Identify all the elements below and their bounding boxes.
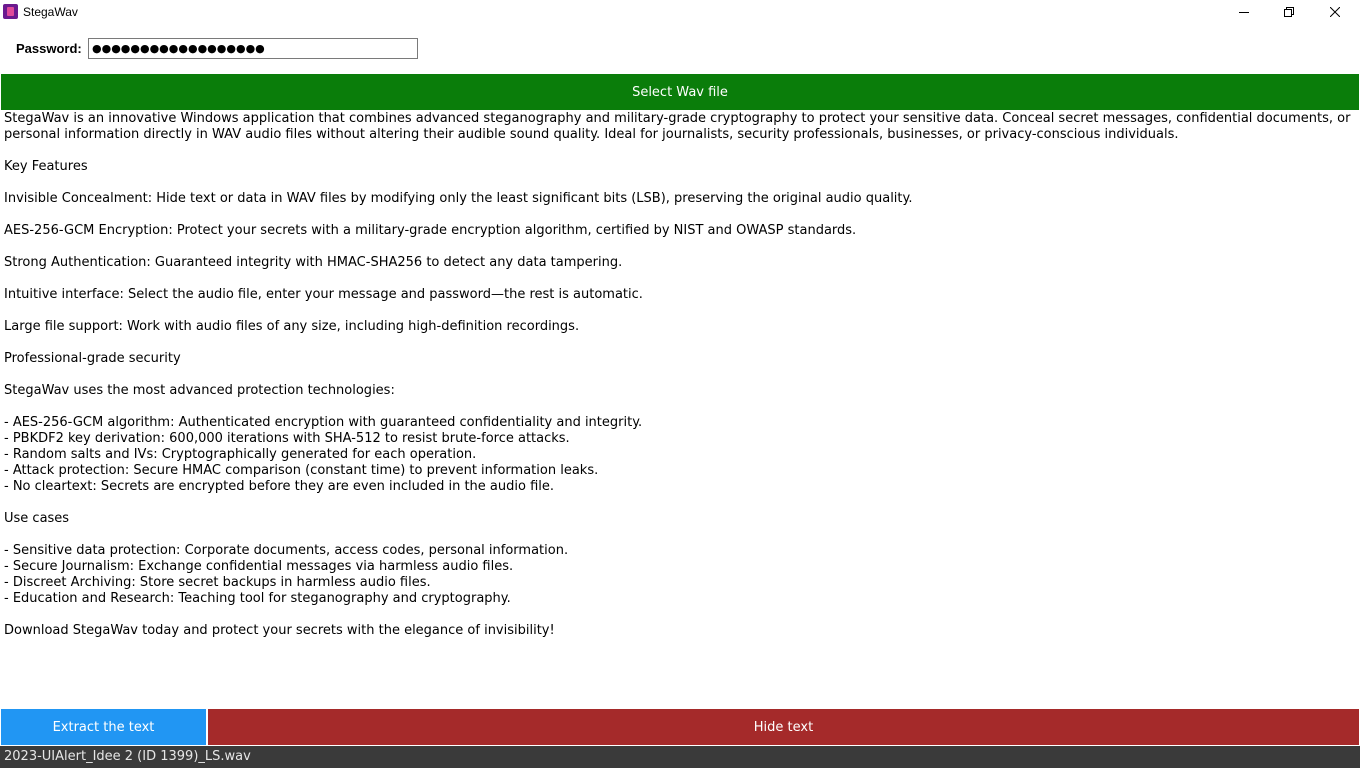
restore-icon bbox=[1284, 7, 1294, 17]
close-button[interactable] bbox=[1312, 0, 1358, 24]
minimize-icon bbox=[1239, 7, 1249, 17]
status-bar bbox=[0, 746, 1360, 768]
window-title: StegaWav bbox=[23, 5, 78, 19]
hide-text-button[interactable]: Hide text bbox=[208, 709, 1359, 745]
status-filename: 2023-UIAlert_Idee 2 (ID 1399)_LS.wav bbox=[4, 749, 251, 764]
app-icon bbox=[3, 4, 18, 19]
restore-button[interactable] bbox=[1266, 0, 1312, 24]
password-field[interactable]: ●●●●●●●●●●●●●●●●●● bbox=[88, 38, 418, 59]
extract-text-button[interactable]: Extract the text bbox=[1, 709, 206, 745]
title-bar bbox=[0, 0, 1360, 24]
password-label: Password: bbox=[16, 41, 82, 56]
message-text-area[interactable]: StegaWav is an innovative Windows application that combines advanced steganography and military-grade cryptography to protect your sensitive data. Conceal secret messages, confidential documents, or personal information directly in WAV audio files without altering their audible sound quality. Ideal for journalists, security professionals, businesses, or privacy-conscious individuals. Key Features Invisible Concealment: Hide text or data in WAV files by modifying only the least significant bits (LSB), preserving the original audio quality. AES-256-GCM Encryption: Protect your secrets with a military-grade encryption algorithm, certified by NIST and OWASP standards. Strong Authentication: Guaranteed integrity with HMAC-SHA256 to detect any data tampering. Intuitive interface: Select the audio file, enter your message and password—the rest is automatic. Large file support: Work with audio files of any size, including high-definition recordings. Professional-grade security StegaWav uses the most advanced protection technologies: - AES-256-GCM algorithm: Authenticated encryption with guaranteed confidentiality and integrity. - PBKDF2 key derivation: 600,000 iterations with SHA-512 to resist brute-force attacks. - Random salts and IVs: Cryptographically generated for each operation. - Attack protection: Secure HMAC comparison (constant time) to prevent information leaks. - No cleartext: Secrets are encrypted before they are even included in the audio file. Use cases - Sensitive data protection: Corporate documents, access codes, personal information. - Secure Journalism: Exchange confidential messages via harmless audio files. - Discreet Archiving: Store secret backups in harmless audio files. - Education and Research: Teaching tool for steganography and cryptography. Download StegaWav today and protect your secrets with the elegance of invisibility! bbox=[4, 111, 1351, 638]
select-wav-button[interactable]: Select Wav file bbox=[1, 74, 1359, 110]
minimize-button[interactable] bbox=[1221, 0, 1267, 24]
close-icon bbox=[1330, 7, 1340, 17]
